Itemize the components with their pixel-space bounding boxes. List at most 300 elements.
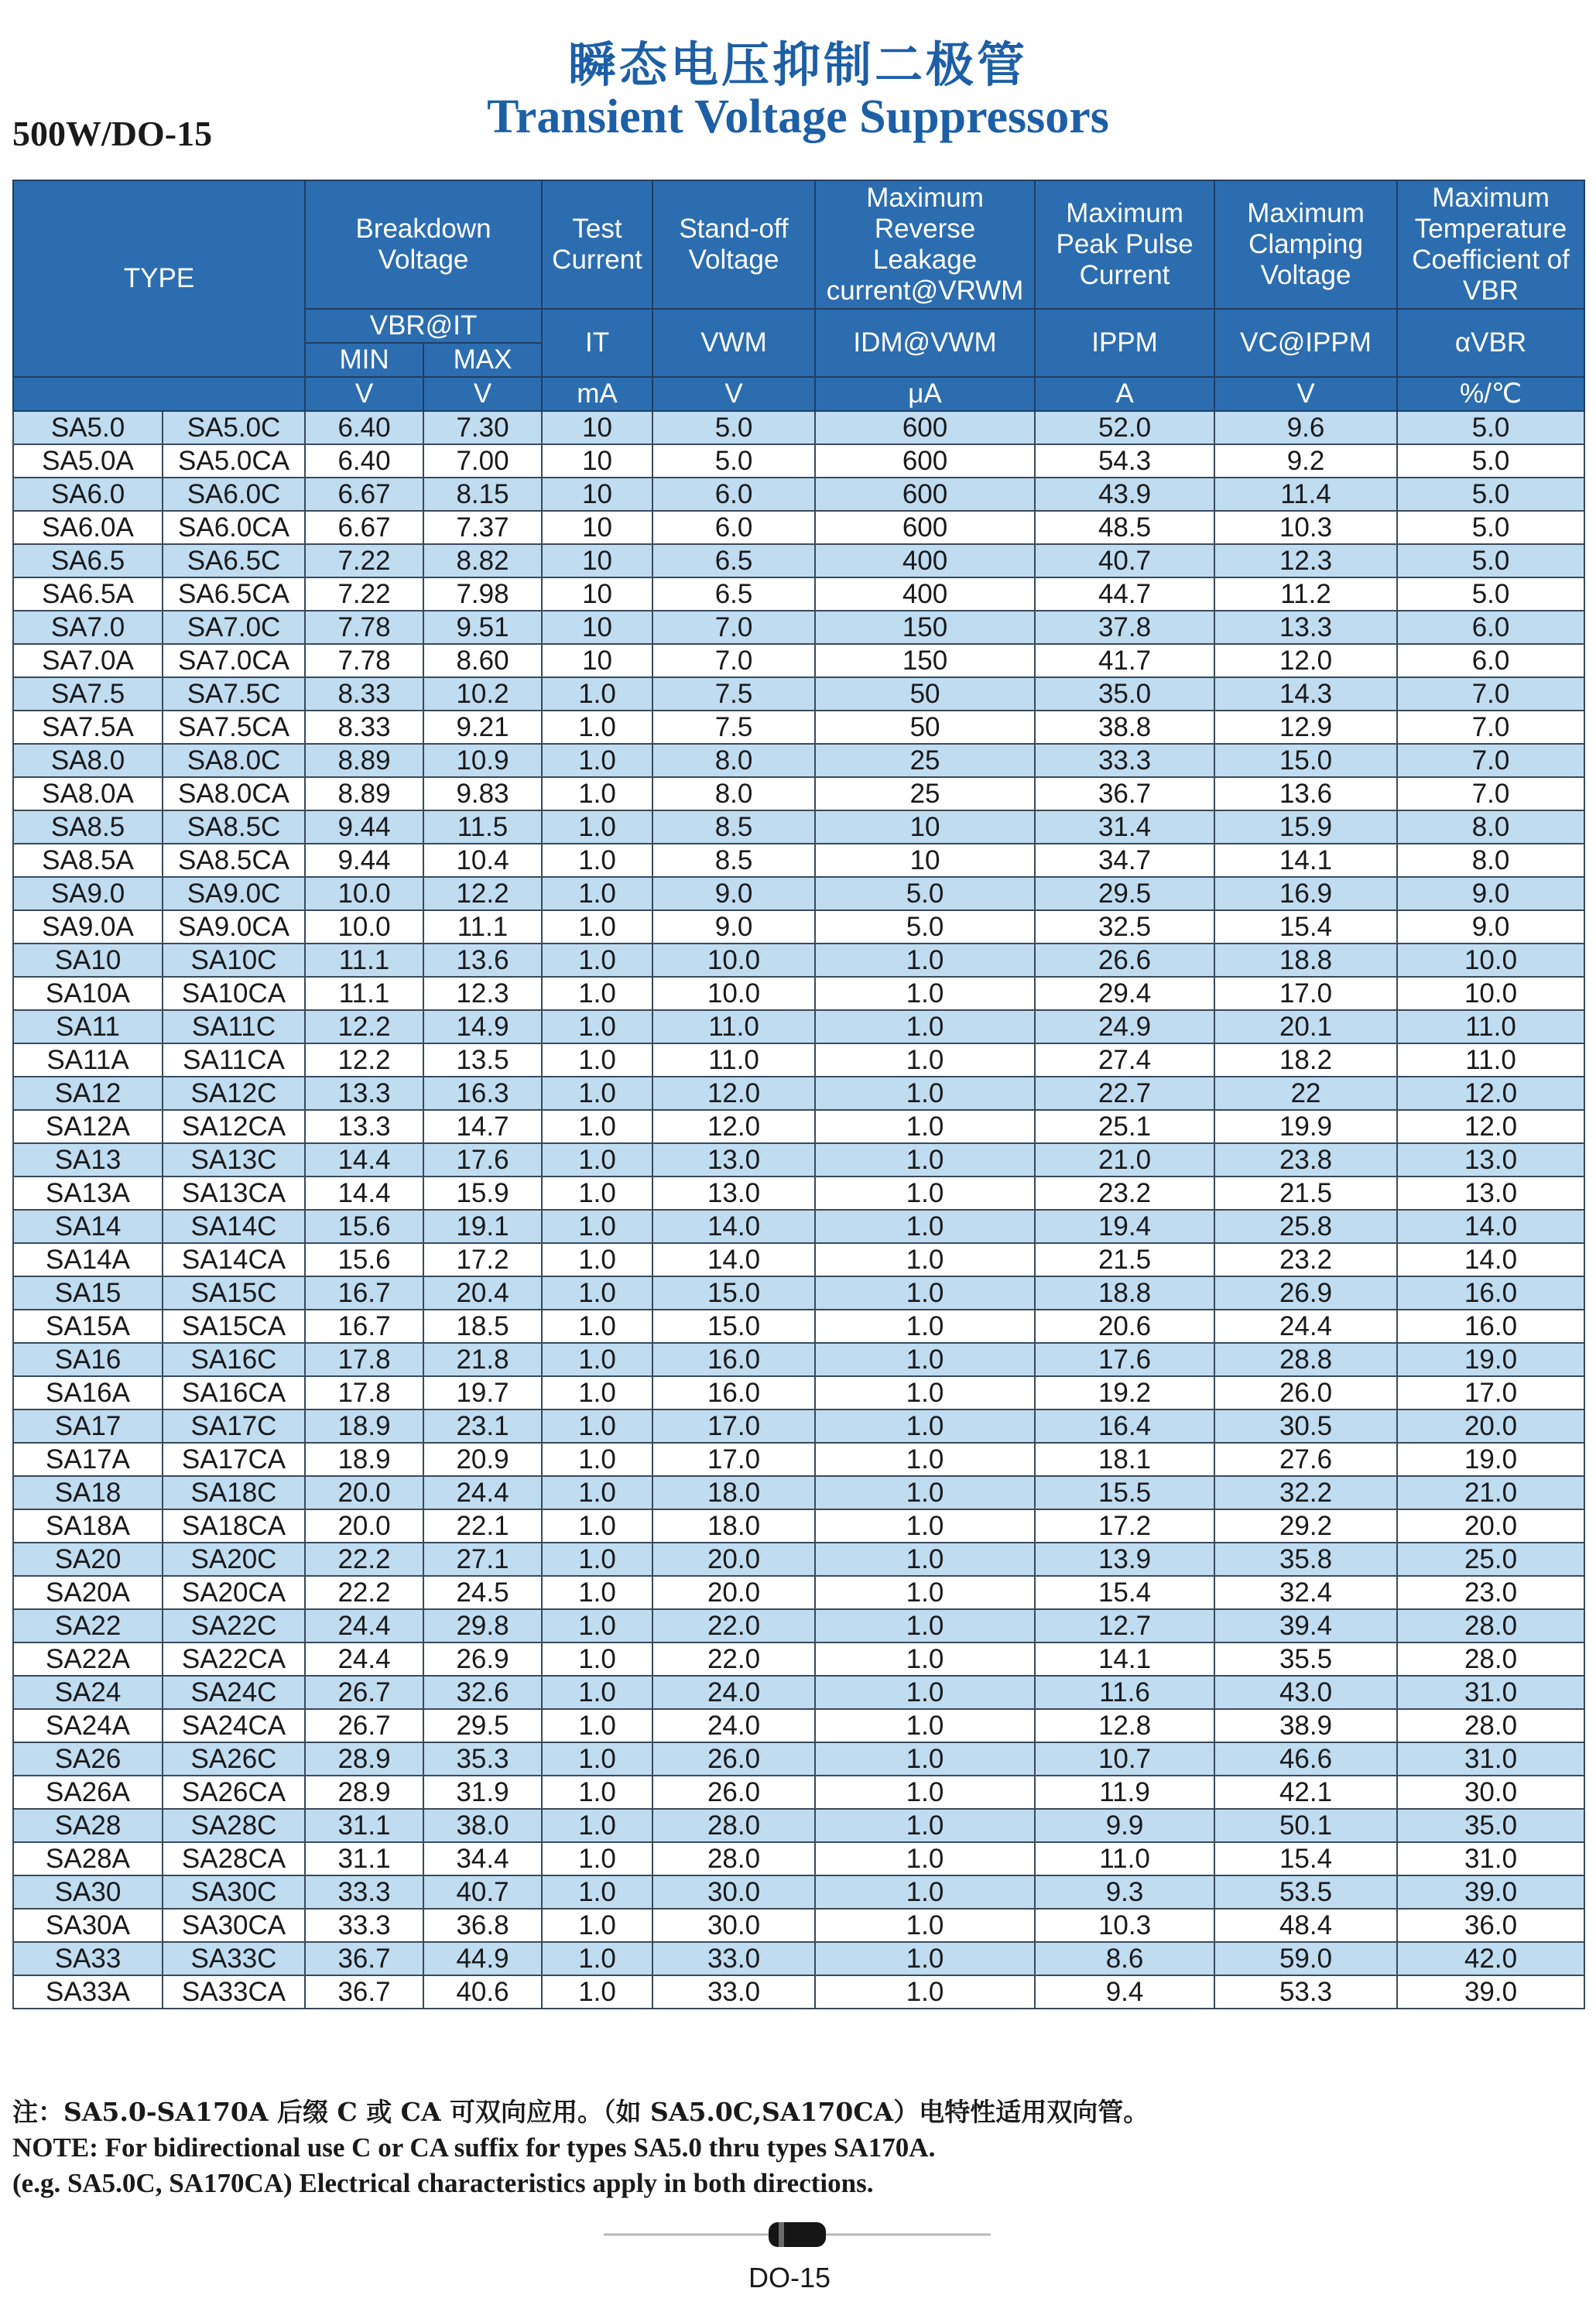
- cell-leakage-current: 400: [815, 544, 1035, 577]
- cell-vbr-min: 17.8: [305, 1343, 423, 1376]
- cell-test-current: 1.0: [542, 1243, 652, 1276]
- cell-type-uni: SA17A: [13, 1443, 163, 1476]
- note-english-line-2: (e.g. SA5.0C, SA170CA) Electrical characteristics apply in both directions.: [12, 2168, 874, 2198]
- cell-temp-coefficient: 20.0: [1397, 1509, 1584, 1543]
- cell-leakage-current: 1.0: [815, 1043, 1035, 1077]
- cell-type-uni: SA12: [13, 1077, 163, 1110]
- cell-clamping-voltage: 26.9: [1214, 1276, 1397, 1310]
- cell-clamping-voltage: 53.3: [1214, 1975, 1397, 2009]
- cell-clamping-voltage: 14.1: [1214, 844, 1397, 877]
- cell-standoff-voltage: 7.5: [652, 711, 815, 744]
- cell-vbr-min: 8.89: [305, 744, 423, 777]
- cell-vbr-max: 15.9: [423, 1177, 542, 1210]
- cell-vbr-min: 22.2: [305, 1576, 423, 1609]
- unit-min: V: [305, 377, 423, 411]
- cell-temp-coefficient: 31.0: [1397, 1742, 1584, 1776]
- do15-diode-icon: [604, 2215, 991, 2254]
- cell-standoff-voltage: 9.0: [652, 910, 815, 944]
- cell-type-bi: SA16C: [163, 1343, 305, 1376]
- cell-peak-pulse-current: 48.5: [1035, 511, 1214, 544]
- table-row: [13, 1276, 1584, 1310]
- cell-vbr-min: 6.67: [305, 478, 423, 511]
- cell-leakage-current: 1.0: [815, 1409, 1035, 1443]
- cell-type-uni: SA16A: [13, 1376, 163, 1409]
- cell-type-bi: SA9.0CA: [163, 910, 305, 944]
- cell-standoff-voltage: 5.0: [652, 444, 815, 478]
- cell-standoff-voltage: 28.0: [652, 1842, 815, 1875]
- cell-clamping-voltage: 43.0: [1214, 1676, 1397, 1709]
- cell-leakage-current: 1.0: [815, 1243, 1035, 1276]
- cell-type-uni: SA24A: [13, 1709, 163, 1742]
- cell-type-uni: SA12A: [13, 1110, 163, 1143]
- cell-standoff-voltage: 6.0: [652, 511, 815, 544]
- table-row: [13, 1742, 1584, 1776]
- cell-peak-pulse-current: 32.5: [1035, 910, 1214, 944]
- cell-leakage-current: 5.0: [815, 877, 1035, 910]
- cell-test-current: 1.0: [542, 1110, 652, 1143]
- cell-leakage-current: 600: [815, 478, 1035, 511]
- cell-type-bi: SA26CA: [163, 1776, 305, 1809]
- cell-clamping-voltage: 12.3: [1214, 544, 1397, 577]
- cell-temp-coefficient: 7.0: [1397, 677, 1584, 711]
- cell-type-uni: SA28: [13, 1809, 163, 1842]
- cell-standoff-voltage: 7.5: [652, 677, 815, 711]
- table-row: [13, 1310, 1584, 1343]
- cell-clamping-voltage: 9.2: [1214, 444, 1397, 478]
- cell-type-bi: SA17C: [163, 1409, 305, 1443]
- cell-standoff-voltage: 12.0: [652, 1077, 815, 1110]
- cell-vbr-max: 10.9: [423, 744, 542, 777]
- table-row: [13, 1476, 1584, 1509]
- cell-vbr-max: 29.5: [423, 1709, 542, 1742]
- cell-standoff-voltage: 13.0: [652, 1177, 815, 1210]
- cell-type-uni: SA9.0: [13, 877, 163, 910]
- cell-vbr-max: 14.9: [423, 1010, 542, 1043]
- cell-test-current: 1.0: [542, 1709, 652, 1742]
- cell-peak-pulse-current: 21.0: [1035, 1143, 1214, 1177]
- cell-peak-pulse-current: 24.9: [1035, 1010, 1214, 1043]
- cell-type-bi: SA8.5CA: [163, 844, 305, 877]
- cell-vbr-max: 17.2: [423, 1243, 542, 1276]
- cell-leakage-current: 150: [815, 611, 1035, 644]
- cell-leakage-current: 600: [815, 511, 1035, 544]
- table-row: [13, 1010, 1584, 1043]
- cell-type-bi: SA18C: [163, 1476, 305, 1509]
- cell-leakage-current: 10: [815, 844, 1035, 877]
- cell-clamping-voltage: 22: [1214, 1077, 1397, 1110]
- cell-vbr-min: 18.9: [305, 1443, 423, 1476]
- cell-type-uni: SA17: [13, 1409, 163, 1443]
- cell-type-bi: SA18CA: [163, 1509, 305, 1543]
- cell-type-bi: SA30CA: [163, 1909, 305, 1942]
- cell-vbr-max: 11.1: [423, 910, 542, 944]
- cell-type-uni: SA6.5: [13, 544, 163, 577]
- cell-vbr-min: 14.4: [305, 1143, 423, 1177]
- cell-leakage-current: 1.0: [815, 1709, 1035, 1742]
- cell-type-uni: SA7.0: [13, 611, 163, 644]
- package-caption: DO-15: [748, 2262, 831, 2293]
- cell-vbr-min: 15.6: [305, 1243, 423, 1276]
- cell-temp-coefficient: 19.0: [1397, 1343, 1584, 1376]
- cell-leakage-current: 600: [815, 411, 1035, 444]
- cell-temp-coefficient: 31.0: [1397, 1842, 1584, 1875]
- type-header: TYPE: [13, 180, 305, 377]
- cell-peak-pulse-current: 8.6: [1035, 1942, 1214, 1975]
- cell-vbr-min: 9.44: [305, 844, 423, 877]
- cell-clamping-voltage: 46.6: [1214, 1742, 1397, 1776]
- cell-clamping-voltage: 12.0: [1214, 644, 1397, 677]
- cell-temp-coefficient: 7.0: [1397, 711, 1584, 744]
- cell-type-uni: SA5.0A: [13, 444, 163, 478]
- cell-temp-coefficient: 14.0: [1397, 1243, 1584, 1276]
- cell-standoff-voltage: 28.0: [652, 1809, 815, 1842]
- cell-clamping-voltage: 25.8: [1214, 1210, 1397, 1243]
- cell-vbr-min: 13.3: [305, 1077, 423, 1110]
- cell-clamping-voltage: 24.4: [1214, 1310, 1397, 1343]
- table-row: [13, 744, 1584, 777]
- cell-vbr-min: 8.89: [305, 777, 423, 810]
- cell-vbr-min: 7.22: [305, 577, 423, 611]
- cell-clamping-voltage: 21.5: [1214, 1177, 1397, 1210]
- cell-vbr-max: 24.4: [423, 1476, 542, 1509]
- cell-temp-coefficient: 28.0: [1397, 1609, 1584, 1642]
- cell-peak-pulse-current: 10.7: [1035, 1742, 1214, 1776]
- cell-type-bi: SA15C: [163, 1276, 305, 1310]
- cell-leakage-current: 50: [815, 711, 1035, 744]
- table-row: [13, 711, 1584, 744]
- cell-clamping-voltage: 28.8: [1214, 1343, 1397, 1376]
- cell-leakage-current: 1.0: [815, 1343, 1035, 1376]
- cell-peak-pulse-current: 37.8: [1035, 611, 1214, 644]
- cell-vbr-max: 32.6: [423, 1676, 542, 1709]
- cell-standoff-voltage: 15.0: [652, 1310, 815, 1343]
- cell-vbr-min: 26.7: [305, 1709, 423, 1742]
- cell-test-current: 1.0: [542, 944, 652, 977]
- cell-type-bi: SA7.5CA: [163, 711, 305, 744]
- note-chinese: 注：SA5.0-SA170A 后缀 C 或 CA 可双向应用。（如 SA5.0C,SA170CA）电特性适用双向管。: [12, 2097, 1149, 2127]
- note-english-line-1: NOTE: For bidirectional use C or CA suffix for types SA5.0 thru types SA170A.: [12, 2132, 936, 2163]
- cell-clamping-voltage: 14.3: [1214, 677, 1397, 711]
- cell-leakage-current: 1.0: [815, 1376, 1035, 1409]
- cell-clamping-voltage: 12.9: [1214, 711, 1397, 744]
- cell-peak-pulse-current: 26.6: [1035, 944, 1214, 977]
- cell-peak-pulse-current: 9.3: [1035, 1875, 1214, 1909]
- cell-type-bi: SA6.5CA: [163, 577, 305, 611]
- cell-type-uni: SA28A: [13, 1842, 163, 1875]
- cell-clamping-voltage: 23.2: [1214, 1243, 1397, 1276]
- cell-temp-coefficient: 5.0: [1397, 544, 1584, 577]
- cell-standoff-voltage: 11.0: [652, 1043, 815, 1077]
- cell-test-current: 1.0: [542, 1409, 652, 1443]
- cell-peak-pulse-current: 20.6: [1035, 1310, 1214, 1343]
- cell-vbr-max: 10.4: [423, 844, 542, 877]
- cell-peak-pulse-current: 17.6: [1035, 1343, 1214, 1376]
- cell-peak-pulse-current: 11.6: [1035, 1676, 1214, 1709]
- cell-clamping-voltage: 17.0: [1214, 977, 1397, 1010]
- vwm-symbol: VWM: [652, 309, 815, 377]
- cell-type-uni: SA7.5: [13, 677, 163, 711]
- cell-standoff-voltage: 22.0: [652, 1609, 815, 1642]
- cell-type-bi: SA7.5C: [163, 677, 305, 711]
- cell-type-uni: SA22A: [13, 1642, 163, 1676]
- cell-type-uni: SA26: [13, 1742, 163, 1776]
- cell-test-current: 1.0: [542, 1576, 652, 1609]
- cell-clamping-voltage: 13.3: [1214, 611, 1397, 644]
- cell-peak-pulse-current: 25.1: [1035, 1110, 1214, 1143]
- cell-vbr-min: 24.4: [305, 1642, 423, 1676]
- cell-temp-coefficient: 19.0: [1397, 1443, 1584, 1476]
- cell-temp-coefficient: 30.0: [1397, 1776, 1584, 1809]
- cell-type-bi: SA5.0C: [163, 411, 305, 444]
- table-row: [13, 577, 1584, 611]
- cell-vbr-max: 14.7: [423, 1110, 542, 1143]
- cell-temp-coefficient: 13.0: [1397, 1143, 1584, 1177]
- cell-vbr-min: 8.33: [305, 711, 423, 744]
- cell-peak-pulse-current: 12.7: [1035, 1609, 1214, 1642]
- cell-vbr-max: 29.8: [423, 1609, 542, 1642]
- cell-vbr-max: 12.2: [423, 877, 542, 910]
- min-symbol: MIN: [305, 343, 423, 377]
- ippm-symbol: IPPM: [1035, 309, 1214, 377]
- cell-standoff-voltage: 7.0: [652, 644, 815, 677]
- cell-standoff-voltage: 7.0: [652, 611, 815, 644]
- cell-leakage-current: 1.0: [815, 1276, 1035, 1310]
- cell-test-current: 1.0: [542, 1742, 652, 1776]
- cell-type-bi: SA26C: [163, 1742, 305, 1776]
- cell-test-current: 1.0: [542, 1776, 652, 1809]
- cell-temp-coefficient: 5.0: [1397, 511, 1584, 544]
- cell-clamping-voltage: 11.2: [1214, 577, 1397, 611]
- cell-temp-coefficient: 35.0: [1397, 1809, 1584, 1842]
- idm-symbol: IDM@VWM: [815, 309, 1035, 377]
- cell-vbr-max: 26.9: [423, 1642, 542, 1676]
- cell-leakage-current: 5.0: [815, 910, 1035, 944]
- cell-clamping-voltage: 15.4: [1214, 1842, 1397, 1875]
- cell-clamping-voltage: 9.6: [1214, 411, 1397, 444]
- cell-vbr-min: 11.1: [305, 944, 423, 977]
- cell-leakage-current: 1.0: [815, 1642, 1035, 1676]
- cell-vbr-max: 13.6: [423, 944, 542, 977]
- spec-table-body: [13, 411, 1584, 2009]
- cell-peak-pulse-current: 18.8: [1035, 1276, 1214, 1310]
- cell-type-bi: SA12CA: [163, 1110, 305, 1143]
- cell-type-uni: SA14: [13, 1210, 163, 1243]
- cell-vbr-min: 28.9: [305, 1776, 423, 1809]
- cell-vbr-min: 20.0: [305, 1509, 423, 1543]
- cell-clamping-voltage: 18.2: [1214, 1043, 1397, 1077]
- cell-temp-coefficient: 11.0: [1397, 1043, 1584, 1077]
- cell-clamping-voltage: 59.0: [1214, 1942, 1397, 1975]
- cell-test-current: 1.0: [542, 1310, 652, 1343]
- cell-type-uni: SA22: [13, 1609, 163, 1642]
- cell-type-bi: SA20CA: [163, 1576, 305, 1609]
- cell-type-uni: SA33A: [13, 1975, 163, 2009]
- unit-ippm: A: [1035, 377, 1214, 411]
- cell-test-current: 1.0: [542, 1177, 652, 1210]
- cell-test-current: 1.0: [542, 1443, 652, 1476]
- cell-standoff-voltage: 9.0: [652, 877, 815, 910]
- reverse-leakage-header: Maximum Reverse Leakage current@VRWM: [815, 180, 1035, 309]
- table-row: [13, 478, 1584, 511]
- cell-vbr-min: 8.33: [305, 677, 423, 711]
- cell-type-uni: SA8.5A: [13, 844, 163, 877]
- cell-clamping-voltage: 35.5: [1214, 1642, 1397, 1676]
- table-row: [13, 1676, 1584, 1709]
- cell-type-bi: SA33C: [163, 1942, 305, 1975]
- cell-standoff-voltage: 18.0: [652, 1476, 815, 1509]
- cell-clamping-voltage: 23.8: [1214, 1143, 1397, 1177]
- cell-standoff-voltage: 5.0: [652, 411, 815, 444]
- cell-vbr-min: 12.2: [305, 1043, 423, 1077]
- cell-test-current: 10: [542, 411, 652, 444]
- peak-pulse-current-header: Maximum Peak Pulse Current: [1035, 180, 1214, 309]
- cell-type-bi: SA9.0C: [163, 877, 305, 910]
- clamping-voltage-header: Maximum Clamping Voltage: [1214, 180, 1397, 309]
- cell-leakage-current: 600: [815, 444, 1035, 478]
- cell-type-uni: SA7.5A: [13, 711, 163, 744]
- cell-type-bi: SA10C: [163, 944, 305, 977]
- cell-temp-coefficient: 10.0: [1397, 977, 1584, 1010]
- cell-type-uni: SA13A: [13, 1177, 163, 1210]
- cell-clamping-voltage: 48.4: [1214, 1909, 1397, 1942]
- cell-temp-coefficient: 14.0: [1397, 1210, 1584, 1243]
- cell-peak-pulse-current: 29.4: [1035, 977, 1214, 1010]
- spec-table: [12, 180, 1585, 2009]
- cell-type-bi: SA15CA: [163, 1310, 305, 1343]
- cell-test-current: 1.0: [542, 1975, 652, 2009]
- cell-type-uni: SA20A: [13, 1576, 163, 1609]
- cell-temp-coefficient: 20.0: [1397, 1409, 1584, 1443]
- unit-it: mA: [542, 377, 652, 411]
- cell-leakage-current: 1.0: [815, 1543, 1035, 1576]
- cell-vbr-max: 17.6: [423, 1143, 542, 1177]
- cell-clamping-voltage: 18.8: [1214, 944, 1397, 977]
- cell-vbr-max: 40.6: [423, 1975, 542, 2009]
- unit-idm: μA: [815, 377, 1035, 411]
- cell-vbr-max: 11.5: [423, 810, 542, 844]
- table-row: [13, 1210, 1584, 1243]
- cell-type-bi: SA24CA: [163, 1709, 305, 1742]
- cell-leakage-current: 50: [815, 677, 1035, 711]
- cell-leakage-current: 1.0: [815, 1742, 1035, 1776]
- cell-type-uni: SA8.0: [13, 744, 163, 777]
- cell-vbr-min: 7.22: [305, 544, 423, 577]
- cell-vbr-min: 24.4: [305, 1609, 423, 1642]
- cell-leakage-current: 1.0: [815, 1010, 1035, 1043]
- cell-temp-coefficient: 42.0: [1397, 1942, 1584, 1975]
- cell-type-uni: SA6.0: [13, 478, 163, 511]
- cell-peak-pulse-current: 35.0: [1035, 677, 1214, 711]
- table-row: [13, 1842, 1584, 1875]
- cell-peak-pulse-current: 31.4: [1035, 810, 1214, 844]
- cell-leakage-current: 1.0: [815, 1809, 1035, 1842]
- table-row: [13, 1576, 1584, 1609]
- cell-standoff-voltage: 22.0: [652, 1642, 815, 1676]
- type-unit-blank: [13, 377, 305, 411]
- cell-leakage-current: 1.0: [815, 1676, 1035, 1709]
- cell-temp-coefficient: 8.0: [1397, 810, 1584, 844]
- table-row: [13, 1942, 1584, 1975]
- table-row: [13, 644, 1584, 677]
- unit-avbr: %/℃: [1397, 377, 1584, 411]
- cell-standoff-voltage: 10.0: [652, 944, 815, 977]
- cell-vbr-max: 7.98: [423, 577, 542, 611]
- cell-test-current: 1.0: [542, 711, 652, 744]
- cell-vbr-min: 33.3: [305, 1875, 423, 1909]
- cell-type-bi: SA22CA: [163, 1642, 305, 1676]
- cell-peak-pulse-current: 40.7: [1035, 544, 1214, 577]
- cell-standoff-voltage: 13.0: [652, 1143, 815, 1177]
- cell-leakage-current: 1.0: [815, 1509, 1035, 1543]
- cell-temp-coefficient: 10.0: [1397, 944, 1584, 977]
- cell-standoff-voltage: 30.0: [652, 1875, 815, 1909]
- cell-type-bi: SA24C: [163, 1676, 305, 1709]
- vbr-symbol: VBR@IT: [305, 309, 542, 343]
- cell-peak-pulse-current: 9.9: [1035, 1809, 1214, 1842]
- cell-clamping-voltage: 11.4: [1214, 478, 1397, 511]
- table-row: [13, 877, 1584, 910]
- cell-vbr-min: 36.7: [305, 1942, 423, 1975]
- cell-temp-coefficient: 12.0: [1397, 1110, 1584, 1143]
- cell-vbr-max: 9.21: [423, 711, 542, 744]
- cell-vbr-max: 19.1: [423, 1210, 542, 1243]
- cell-type-uni: SA30A: [13, 1909, 163, 1942]
- temp-coefficient-header: Maximum Temperature Coefficient of VBR: [1397, 180, 1584, 309]
- cell-vbr-min: 7.78: [305, 611, 423, 644]
- cell-temp-coefficient: 5.0: [1397, 444, 1584, 478]
- cell-leakage-current: 1.0: [815, 977, 1035, 1010]
- cell-peak-pulse-current: 14.1: [1035, 1642, 1214, 1676]
- cell-leakage-current: 1.0: [815, 1143, 1035, 1177]
- cell-test-current: 1.0: [542, 1676, 652, 1709]
- cell-type-bi: SA8.5C: [163, 810, 305, 844]
- cell-leakage-current: 1.0: [815, 1177, 1035, 1210]
- cell-leakage-current: 1.0: [815, 1842, 1035, 1875]
- cell-type-uni: SA6.5A: [13, 577, 163, 611]
- cell-test-current: 1.0: [542, 1043, 652, 1077]
- cell-type-bi: SA6.5C: [163, 544, 305, 577]
- cell-leakage-current: 1.0: [815, 1310, 1035, 1343]
- cell-test-current: 1.0: [542, 1509, 652, 1543]
- it-symbol: IT: [542, 309, 652, 377]
- cell-type-uni: SA24: [13, 1676, 163, 1709]
- cell-type-uni: SA10: [13, 944, 163, 977]
- cell-type-bi: SA14CA: [163, 1243, 305, 1276]
- cell-test-current: 1.0: [542, 1276, 652, 1310]
- cell-type-bi: SA6.0C: [163, 478, 305, 511]
- cell-type-uni: SA15A: [13, 1310, 163, 1343]
- cell-vbr-max: 23.1: [423, 1409, 542, 1443]
- cell-test-current: 1.0: [542, 777, 652, 810]
- table-row: [13, 1077, 1584, 1110]
- table-row: [13, 1909, 1584, 1942]
- unit-max: V: [423, 377, 542, 411]
- cell-leakage-current: 25: [815, 777, 1035, 810]
- cell-test-current: 1.0: [542, 1942, 652, 1975]
- cell-leakage-current: 25: [815, 744, 1035, 777]
- cell-standoff-voltage: 12.0: [652, 1110, 815, 1143]
- cell-clamping-voltage: 32.2: [1214, 1476, 1397, 1509]
- cell-type-uni: SA9.0A: [13, 910, 163, 944]
- cell-standoff-voltage: 24.0: [652, 1676, 815, 1709]
- cell-vbr-min: 17.8: [305, 1376, 423, 1409]
- cell-leakage-current: 1.0: [815, 1942, 1035, 1975]
- cell-standoff-voltage: 26.0: [652, 1742, 815, 1776]
- table-row: [13, 611, 1584, 644]
- cell-standoff-voltage: 8.5: [652, 810, 815, 844]
- cell-peak-pulse-current: 34.7: [1035, 844, 1214, 877]
- cell-vbr-min: 36.7: [305, 1975, 423, 2009]
